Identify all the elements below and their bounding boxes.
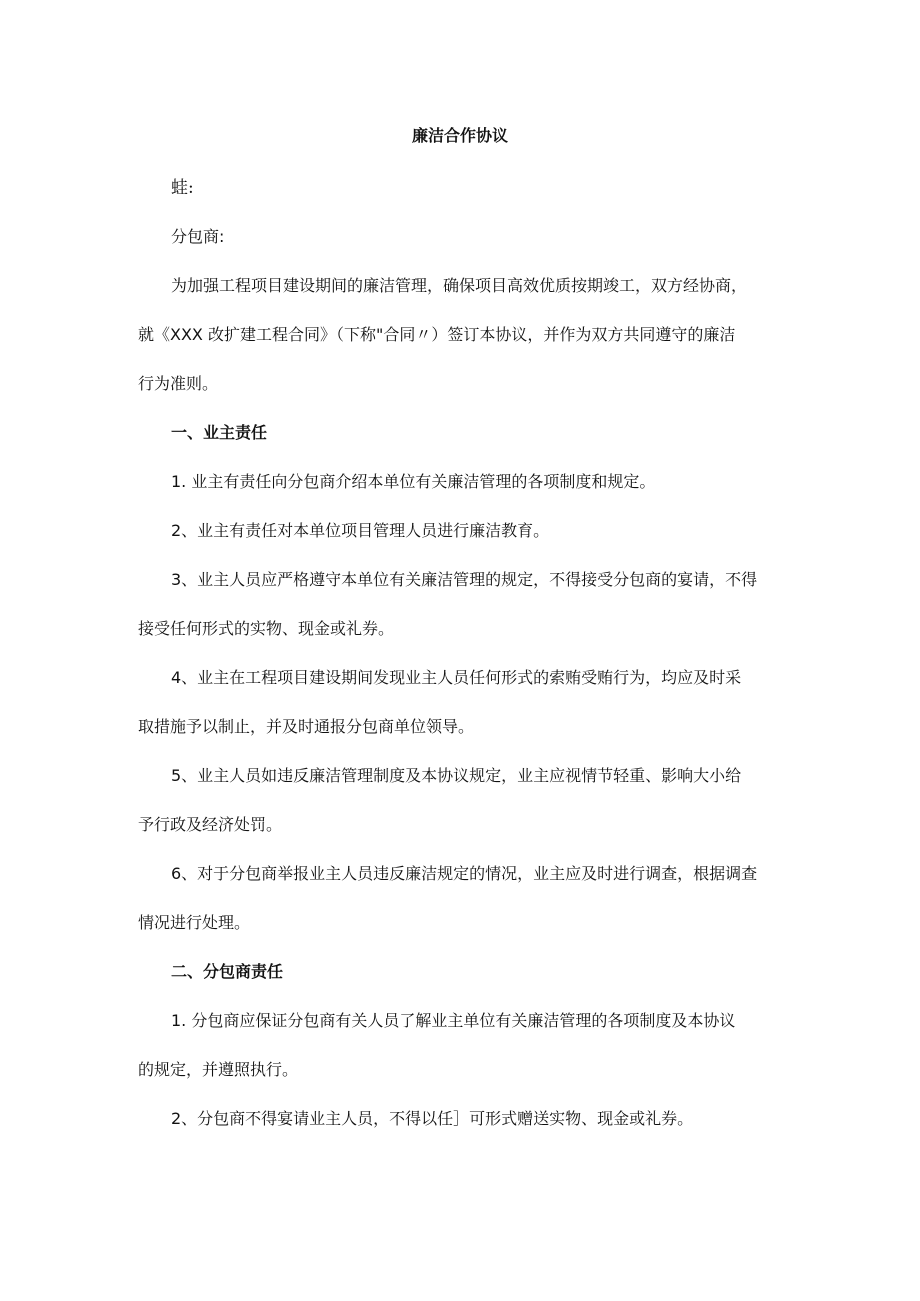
section-1-item-5-line-1: 5、业主人员如违反廉洁管理制度及本协议规定，业主应视情节轻重、影响大小给 bbox=[171, 766, 742, 785]
section-1-item-3-line-2: 接受任何形式的实物、现金或礼券。 bbox=[138, 619, 395, 638]
section-2-item-1-line-2: 的规定，并遵照执行。 bbox=[138, 1060, 299, 1079]
section-1-item-3-line-1: 3、业主人员应严格遵守本单位有关廉洁管理的规定，不得接受分包商的宴请，不得 bbox=[171, 570, 758, 589]
section-2-item-1-line-1: 1. 分包商应保证分包商有关人员了解业主单位有关廉洁管理的各项制度及本协议 bbox=[171, 1011, 736, 1030]
section-1-item-6-line-2: 情况进行处理。 bbox=[138, 913, 251, 932]
section-2-item-2: 2、分包商不得宴请业主人员，不得以任］可形式赠送实物、现金或礼券。 bbox=[171, 1109, 694, 1128]
section-1-item-1: 1. 业主有责任向分包商介绍本单位有关廉洁管理的各项制度和规定。 bbox=[171, 472, 656, 491]
document-title: 廉洁合作协议 bbox=[411, 126, 508, 145]
intro-line-2: 就《XXX 改扩建工程合同》（下称"合同〃）签订本协议，并作为双方共同遵守的廉洁 bbox=[138, 325, 736, 344]
party-b-label: 分包商: bbox=[171, 227, 225, 246]
section-1-item-6-line-1: 6、对于分包商举报业主人员违反廉洁规定的情况，业主应及时进行调查，根据调查 bbox=[171, 864, 758, 883]
section-1-item-4-line-2: 取措施予以制止，并及时通报分包商单位领导。 bbox=[138, 717, 475, 736]
section-1-item-2: 2、业主有责任对本单位项目管理人员进行廉洁教育。 bbox=[171, 521, 550, 540]
intro-line-3: 行为准则。 bbox=[138, 374, 219, 393]
section-1-item-4-line-1: 4、业主在工程项目建设期间发现业主人员任何形式的索贿受贿行为，均应及时采 bbox=[171, 668, 742, 687]
section-2-heading: 二、分包商责任 bbox=[171, 962, 284, 981]
intro-line-1: 为加强工程项目建设期间的廉洁管理，确保项目高效优质按期竣工，双方经协商， bbox=[171, 276, 748, 295]
section-1-item-5-line-2: 予行政及经济处罚。 bbox=[138, 815, 283, 834]
section-1-heading: 一、业主责任 bbox=[171, 423, 268, 442]
party-a-label: 蛙: bbox=[171, 178, 194, 198]
